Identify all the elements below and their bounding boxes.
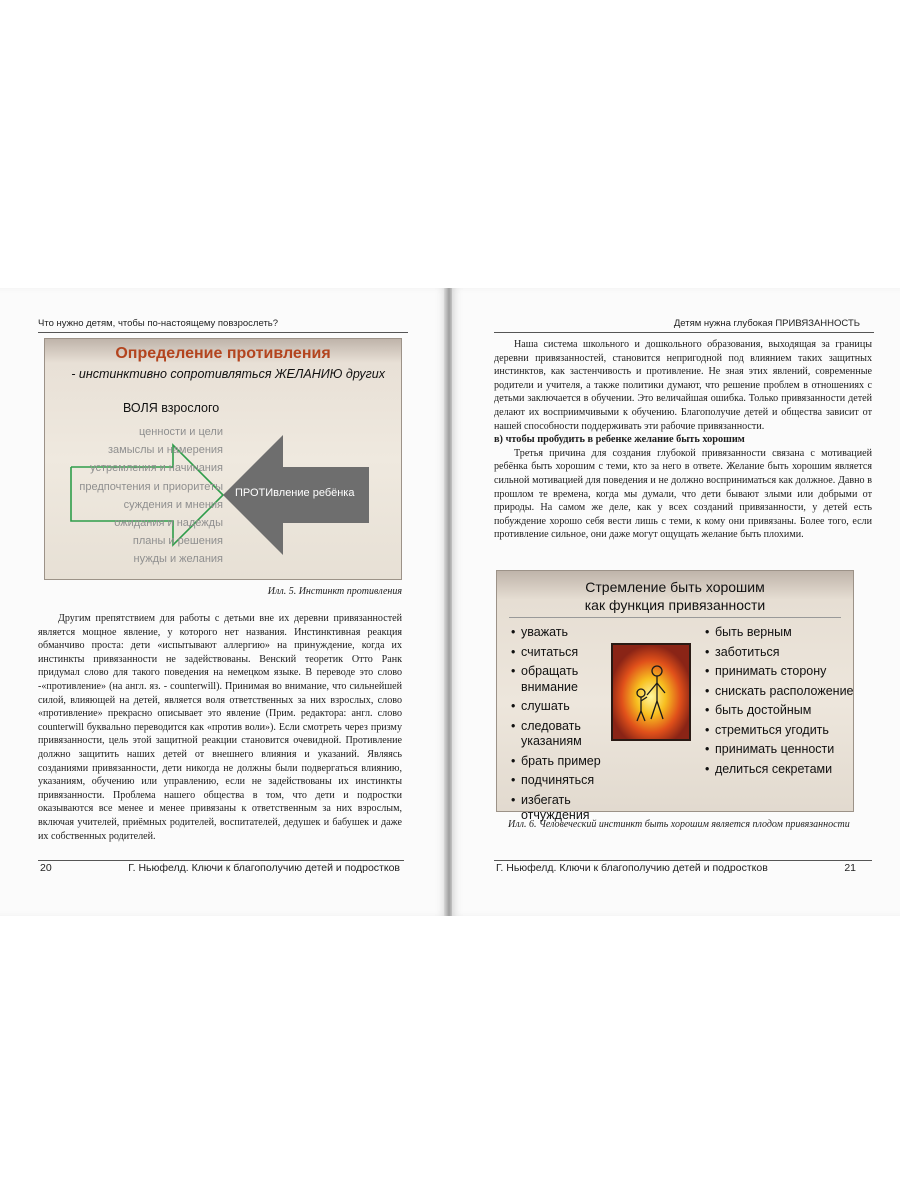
figure-caption: Илл. 5. Инстинкт противления (267, 586, 402, 597)
header-rule (38, 332, 408, 333)
figure-rule (509, 617, 841, 618)
attachment-goodness-figure (496, 570, 854, 822)
will-item: планы и решения (132, 535, 223, 548)
will-item: ценности и цели (139, 426, 223, 438)
will-label: ВОЛЯ взрослого (123, 401, 220, 415)
list-item: • делиться секретами (705, 762, 855, 778)
subheading: в) чтобы пробудить в ребенке желание быть хорошим (494, 434, 745, 446)
paragraph: Третья причина для создания глубокой привязанности связана с мотивацией ребёнка быть хорошим с теми, кто за него в ответе. Желание быть хорошим является сильной мотивацией для поведения и не должно восприниматься как должное. Давно в прошлом те времена, когда мы думали, что дети бывают злыми или добрыми от природы. На самом же деле, как у всех созданий привязанности, у детей есть побуждение хорошо себя вести лишь с теми, к кому они привязаны. Более того, если противление сильное, они даже могут ощущать желание быть плохими. (494, 447, 872, 541)
list-item: • избегать отчуждения (511, 793, 631, 824)
list-item: • снискать расположение (705, 684, 855, 700)
figure-caption: Илл. 6. Человеческий инстинкт быть хорошим является плодом привязанности (508, 819, 850, 830)
figure-title-line1: Стремление быть хорошим (585, 579, 765, 595)
counterwill-figure (44, 338, 402, 580)
will-item: устремления и начинания (90, 462, 223, 475)
body-text (38, 612, 402, 843)
list-item: • обращать внимание (511, 664, 631, 695)
paragraph: Другим препятствием для работы с детьми вне их деревни привязанностей является мощное явление, у которого нет названия. Инстинктивная реакция обманчиво проста: дети «испытывают аллергию» на принуждение, когда их инстинкты привязанности не задействованы. Венский теоретик Отто Ранк придумал слово для такого поведения на немецком языке. В переводе это слово -«противление» (на англ. яз. - counterwill). Принимая во внимание, что сильнейшей силой, влияющей на детей, является воля ответственных за них взрослых, слово «противление» прекрасно описывает это явление (Прим. редактора: англ. слово counterwill буквально переводится как «против воли»). Если смотреть через призму привязанности, цель этой защитной реакции становится очевидной. Противление должно защитить наших детей от внешнего влияния и указаний. Являясь созданиями привязанности, дети никогда не должны были подвергаться влиянию, указаниям, обучению или управлению, если не задействованы их инстинкты привязанности. Проблема нашего общества в том, что дети и подростки оказываются все менее и менее привязаны к ответственным за них взрослым, включая учителей, приёмных родителей, воспитателей, дедушек и бабушек и даже их собственных родителей. (38, 613, 402, 842)
footer-title: Г. Ньюфелд. Ключи к благополучию детей и подростков (496, 862, 768, 874)
will-item: ожидания и надежды (114, 517, 223, 530)
body-text (494, 338, 872, 542)
footer-rule (38, 860, 404, 861)
list-item: • брать пример (511, 754, 631, 770)
will-list (79, 423, 223, 569)
list-item: • заботиться (705, 645, 855, 661)
arrow-label: ПРОТИвление ребёнка (235, 487, 355, 499)
list-item: • принимать сторону (705, 664, 855, 680)
list-item: • считаться (511, 645, 631, 661)
figure-title: Определение противления (115, 345, 331, 362)
figure-title-line2: как функция привязанности (584, 597, 766, 613)
running-head: Детям нужна глубокая ПРИВЯЗАННОСТЬ (673, 318, 860, 329)
right-page (452, 288, 900, 916)
list-item: • слушать (511, 699, 631, 715)
footer-title: Г. Ньюфелд. Ключи к благополучию детей и подростков (128, 862, 400, 874)
list-item: • быть верным (705, 625, 855, 641)
will-item: нужды и желания (133, 553, 223, 566)
right-list (705, 621, 855, 777)
paragraph: Наша система школьного и дошкольного образования, выходящая за границы деревни привязанностей, становится непригодной под влиянием таких защитных инстинктов, как застенчивость и противление. Не зная этих явлений, современные родители и учителя, а также политики думают, что решение проблем в отношениях с детьми заключается в обучении. Это величайшая ошибка. Только привязанности детей делают их восприимчивыми к обучению. Благополучие детей и общества зависит от нашей способности поддерживать эти рабочие привязанности. (494, 339, 872, 432)
parent-child-illustration (611, 643, 691, 741)
will-item: суждения и мнения (123, 498, 223, 511)
left-page (0, 288, 446, 916)
list-item: • стремиться угодить (705, 723, 855, 739)
header-rule (494, 332, 874, 333)
will-item: предпочтения и приоритеты (79, 480, 223, 493)
list-item: • уважать (511, 625, 631, 641)
footer-rule (494, 860, 872, 861)
will-item: замыслы и намерения (108, 444, 223, 457)
list-item: • принимать ценности (705, 742, 855, 758)
page-number: 20 (40, 862, 52, 874)
page-number: 21 (844, 862, 856, 874)
list-item: • быть достойным (705, 703, 855, 719)
list-item: • следовать указаниям (511, 719, 631, 750)
figure-subtitle: - инстинктивно сопротивляться ЖЕЛАНИЮ других (71, 367, 385, 381)
glow-figures-icon (613, 645, 689, 739)
running-head: Что нужно детям, чтобы по-настоящему повзрослеть? (38, 318, 279, 329)
list-item: • подчиняться (511, 773, 631, 789)
